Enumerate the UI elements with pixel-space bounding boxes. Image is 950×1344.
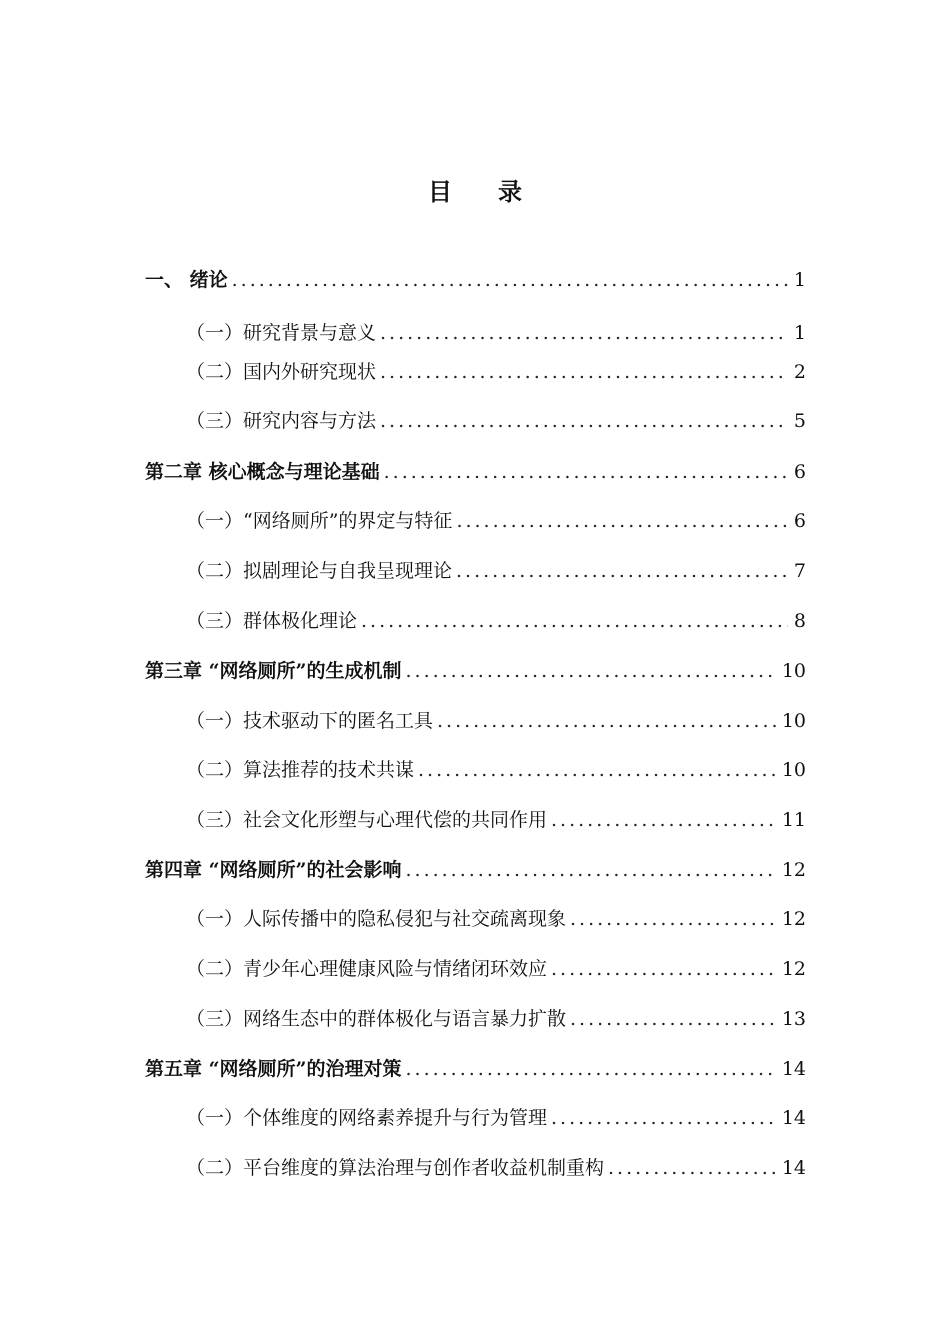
toc-entry-label: （三）社会文化形塑与心理代偿的共同作用 — [186, 809, 548, 831]
toc-page-number: 6 — [793, 510, 806, 532]
toc-page-number: 12 — [781, 958, 806, 980]
toc-entry-label: （一）“网络厕所”的界定与特征 — [186, 510, 453, 532]
toc-entry-chapter-5[interactable] — [145, 1054, 806, 1084]
toc-entry-label: （一）技术驱动下的匿名工具 — [186, 710, 434, 732]
toc-page-number: 5 — [793, 410, 806, 432]
toc-entry-label: 第三章 “网络厕所”的生成机制 — [145, 660, 402, 682]
toc-entry-section[interactable] — [186, 1103, 806, 1133]
dot-leader — [551, 805, 776, 835]
toc-entry-label: （二）国内外研究现状 — [186, 361, 377, 383]
toc-page-number: 12 — [781, 859, 806, 881]
toc-page-number: 2 — [793, 361, 806, 383]
toc-entry-label: （二）青少年心理健康风险与情绪闭环效应 — [186, 958, 548, 980]
toc-entry-section[interactable] — [186, 954, 806, 984]
dot-leader — [570, 1004, 776, 1034]
toc-page-number: 14 — [781, 1058, 806, 1080]
toc-page-number: 14 — [781, 1107, 806, 1129]
toc-entry-chapter-1[interactable] — [145, 265, 806, 295]
dot-leader — [551, 954, 776, 984]
toc-entry-section[interactable] — [186, 606, 806, 636]
dot-leader — [551, 1103, 776, 1133]
dot-leader — [456, 556, 788, 586]
toc-entry-label: （二）算法推荐的技术共谋 — [186, 759, 415, 781]
page-title — [0, 172, 950, 207]
toc-entry-section[interactable] — [186, 755, 806, 785]
toc-page-number: 1 — [793, 269, 806, 291]
toc-entry-chapter-4[interactable] — [145, 855, 806, 885]
dot-leader — [405, 1054, 775, 1084]
toc-entry-label: （一）研究背景与意义 — [186, 322, 377, 344]
dot-leader — [380, 357, 788, 387]
toc-entry-label: （一）人际传播中的隐私侵犯与社交疏离现象 — [186, 908, 567, 930]
dot-leader — [405, 656, 775, 686]
dot-leader — [570, 904, 776, 934]
dot-leader — [361, 606, 788, 636]
toc-entry-label: 一、 绪论 — [145, 269, 228, 291]
dot-leader — [437, 706, 776, 736]
title-char-2: 录 — [498, 177, 522, 206]
toc-page-number: 14 — [781, 1157, 806, 1179]
toc-page-number: 1 — [793, 322, 806, 344]
toc-entry-label: （二）拟剧理论与自我呈现理论 — [186, 560, 453, 582]
toc-page-number: 10 — [781, 660, 806, 682]
toc-entry-label: 第四章 “网络厕所”的社会影响 — [145, 859, 402, 881]
title-char-1: 目 — [428, 177, 452, 206]
toc-entry-section[interactable] — [186, 1153, 806, 1183]
toc-entry-label: （二）平台维度的算法治理与创作者收益机制重构 — [186, 1157, 605, 1179]
toc-entry-section[interactable] — [186, 904, 806, 934]
dot-leader — [608, 1153, 776, 1183]
toc-entry-section[interactable] — [186, 406, 806, 436]
dot-leader — [380, 318, 788, 348]
dot-leader — [384, 457, 788, 487]
toc-page-number: 6 — [793, 461, 806, 483]
toc-entry-section[interactable] — [186, 357, 806, 387]
toc-entry-section[interactable] — [186, 506, 806, 536]
toc-entry-label: （三）群体极化理论 — [186, 610, 358, 632]
toc-page-number: 11 — [781, 809, 806, 831]
dot-leader — [405, 855, 775, 885]
toc-entry-label: （一）个体维度的网络素养提升与行为管理 — [186, 1107, 548, 1129]
toc-page-number: 8 — [793, 610, 806, 632]
toc-entry-chapter-3[interactable] — [145, 656, 806, 686]
toc-entry-section[interactable] — [186, 556, 806, 586]
toc-page-number: 13 — [781, 1008, 806, 1030]
toc-entry-section[interactable] — [186, 1004, 806, 1034]
dot-leader — [456, 506, 787, 536]
toc-entry-label: （三）研究内容与方法 — [186, 410, 377, 432]
toc-entry-label: 第五章 “网络厕所”的治理对策 — [145, 1058, 402, 1080]
toc-page-number: 10 — [781, 759, 806, 781]
toc-entry-section[interactable] — [186, 318, 806, 348]
toc-entry-label: 第二章 核心概念与理论基础 — [145, 461, 380, 483]
toc-entry-chapter-2[interactable] — [145, 457, 806, 487]
toc-entry-section[interactable] — [186, 805, 806, 835]
dot-leader — [380, 406, 788, 436]
dot-leader — [418, 755, 776, 785]
toc-page-number: 12 — [781, 908, 806, 930]
toc-page-number: 7 — [793, 560, 806, 582]
toc-entry-label: （三）网络生态中的群体极化与语言暴力扩散 — [186, 1008, 567, 1030]
toc-entry-section[interactable] — [186, 706, 806, 736]
toc-page-number: 10 — [781, 710, 806, 732]
dot-leader — [232, 265, 788, 295]
